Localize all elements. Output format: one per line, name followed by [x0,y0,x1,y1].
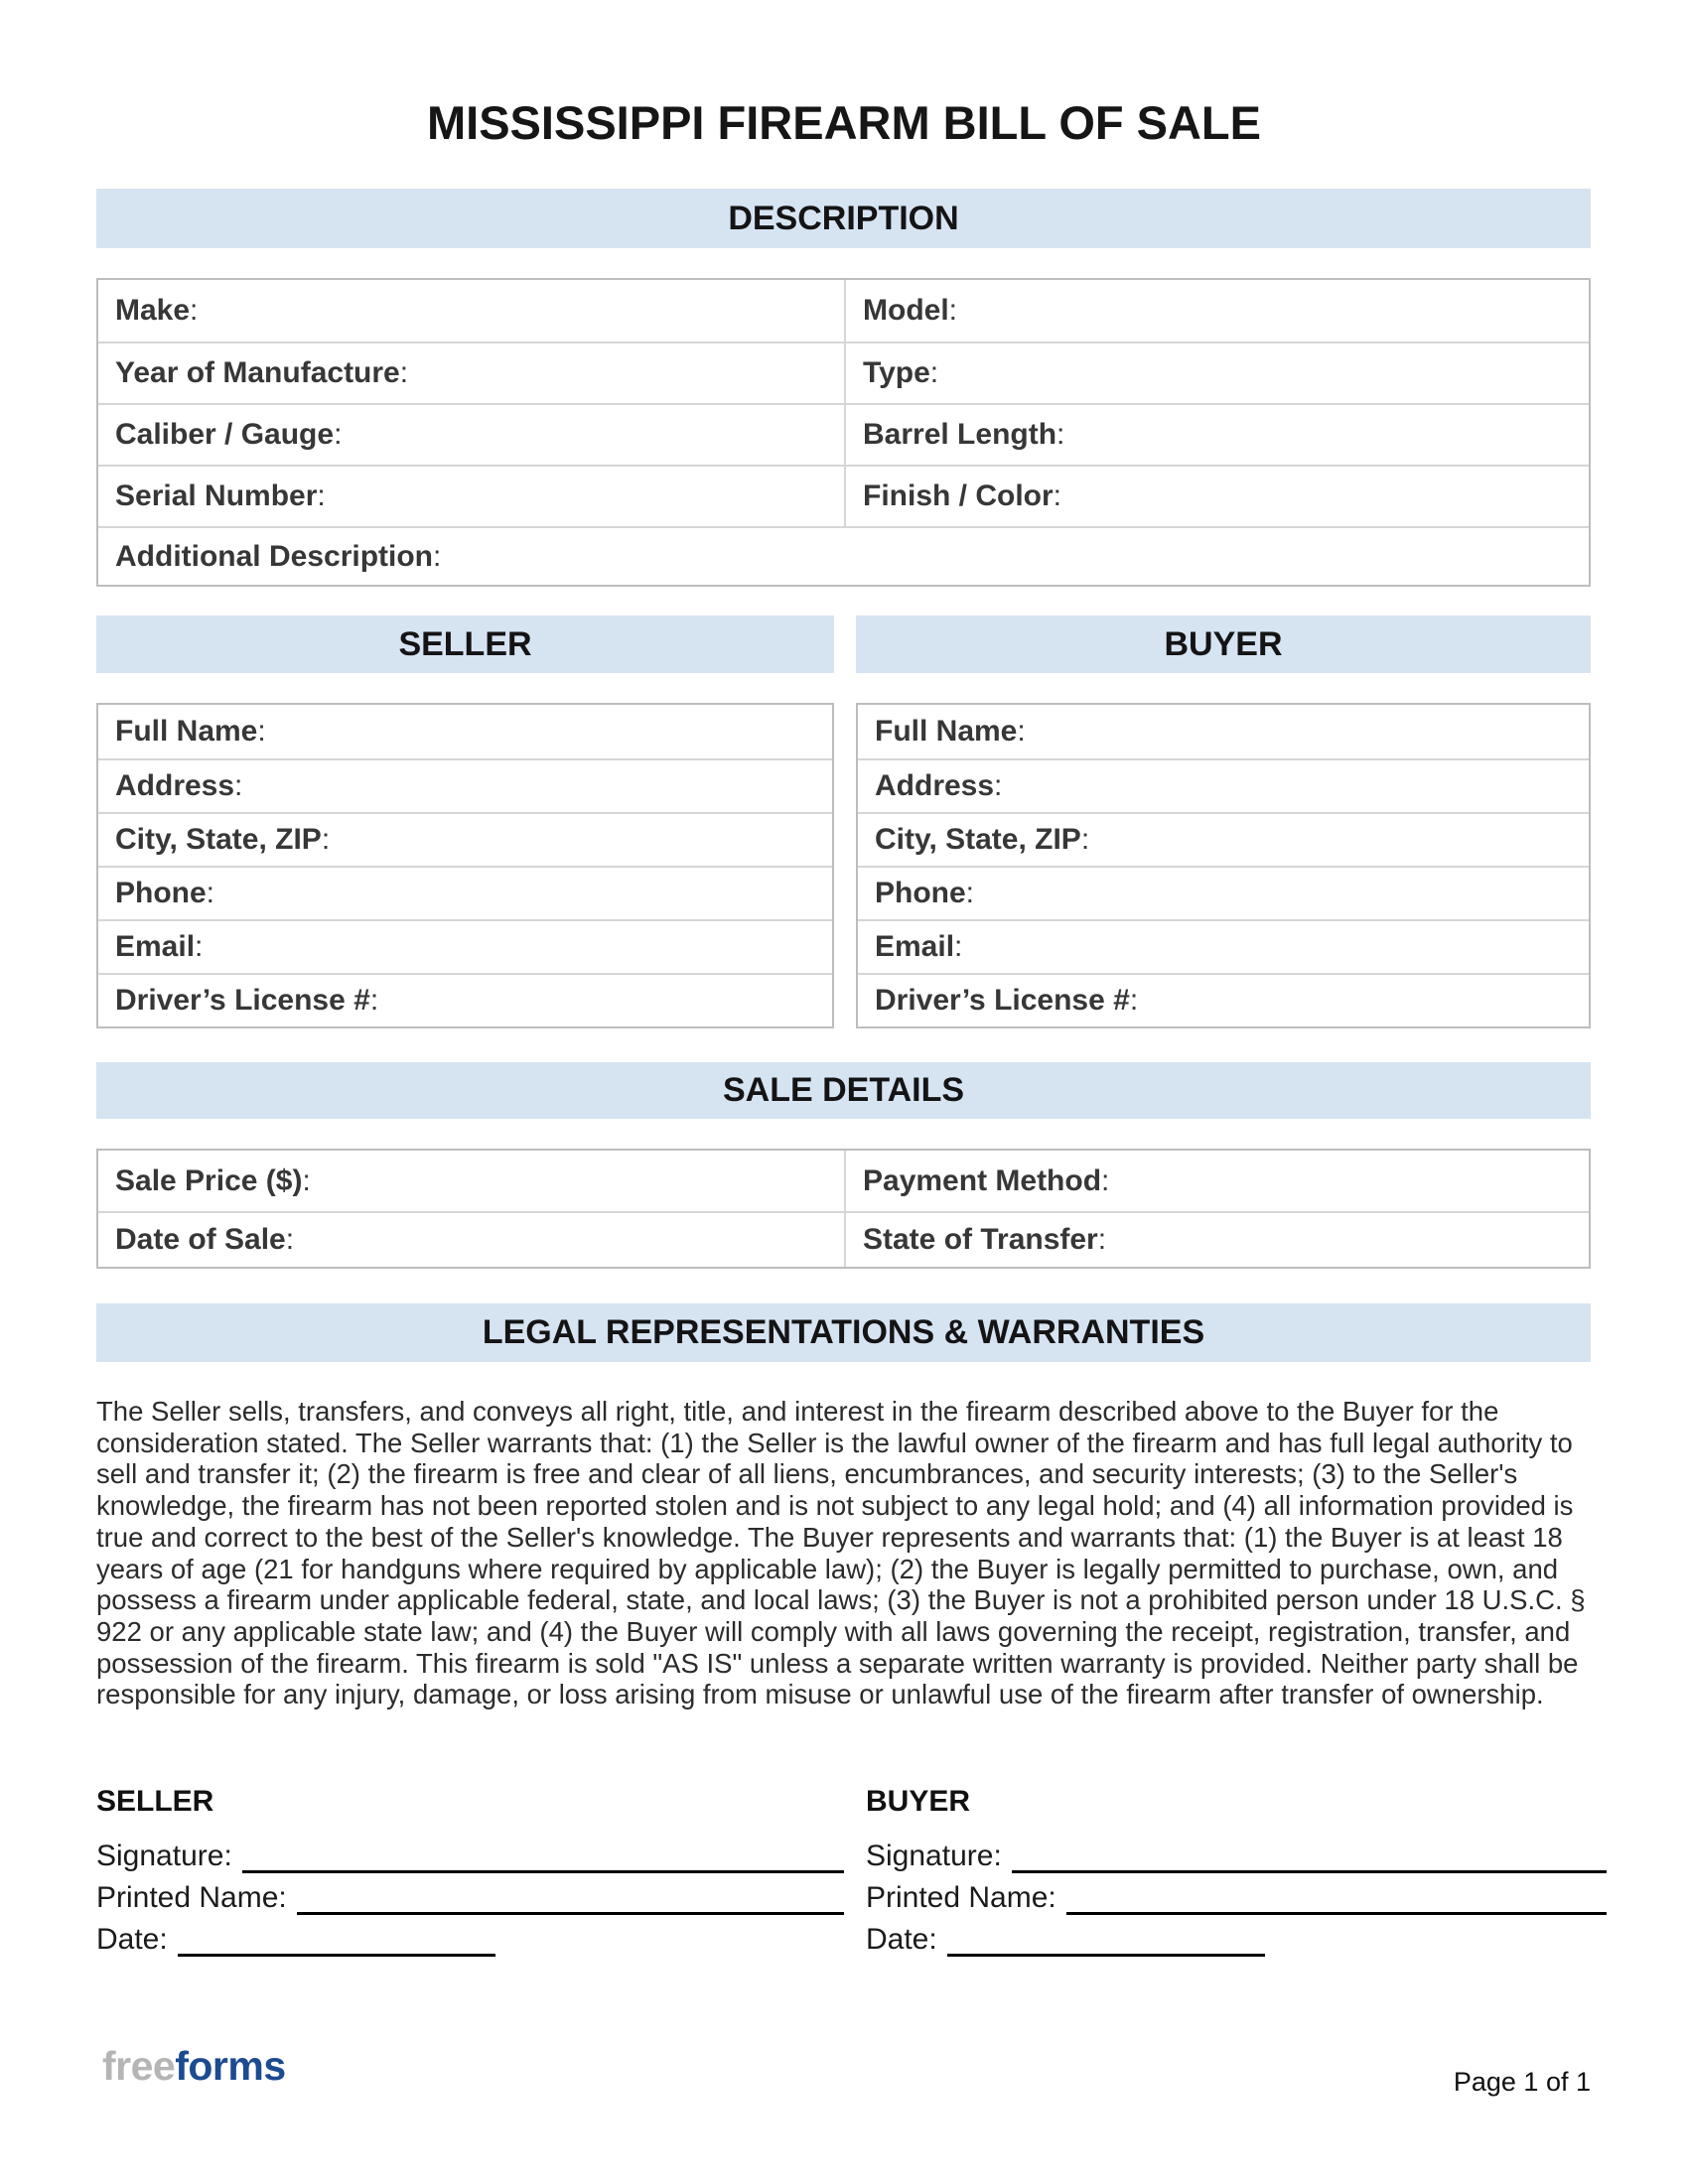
desc-label-caliber: Caliber / Gauge [115,418,335,451]
logo-free-text: free [102,2043,176,2089]
sale-cell-price [98,1151,844,1211]
buyer-printed-name-row [866,1881,1607,1915]
colon: : [302,1163,311,1197]
seller-cell-email [98,919,832,973]
seller-cell-full-name [98,705,832,758]
page-title: MISSISSIPPI FIREARM BILL OF SALE [427,96,1261,149]
colon: : [190,294,199,327]
seller-label-phone: Phone [115,877,207,909]
section-header-legal: LEGAL REPRESENTATIONS & WARRANTIES [96,1303,1591,1362]
colon: : [278,1881,287,1914]
colon: : [234,769,243,802]
colon: : [1048,1881,1056,1914]
buyer-signature-block [866,1840,1607,1968]
sale-label-date: Date of Sale [115,1223,286,1256]
colon: : [1056,418,1065,451]
section-header-buyer: BUYER [856,615,1591,673]
desc-cell-finish [844,465,1589,526]
desc-label-barrel: Barrel Length [863,418,1057,451]
desc-label-finish: Finish / Color [863,479,1054,512]
colon: : [195,930,204,963]
desc-cell-barrel [844,403,1589,465]
buyer-signature-line [1012,1847,1607,1873]
buyer-date-line [947,1931,1265,1957]
colon: : [369,984,379,1017]
seller-signature-line [242,1847,844,1873]
colon: : [1017,715,1026,748]
legal-paragraph: The Seller sells, transfers, and conveys all right, title, and interest in the firearm described above to the Buyer for the consideration stated. The Seller warrants that: (1) the Seller is the lawful owner of the firearm and has full legal authority to sell and transfer it; (2) the firearm is free and clear of all liens, encumbrances, and security interests; (3) to the Seller's knowledge, the firearm has not been reported stolen and is not subject to any legal hold; and (4) all information provided is true and correct to the best of the Seller's knowledge. The Buyer represents and warrants that: (1) the Buyer is at least 18 years of age (21 for handguns where required by applicable law); (2) the Buyer is legally permitted to purchase, own, and possess a firearm under applicable federal, state, and local laws; (3) the Buyer is not a prohibited person under 18 U.S.C. § 922 or any applicable state law; and (4) the Buyer will comply with all laws governing the receipt, registration, transfer, and possession of the firearm. This firearm is sold "AS IS" unless a separate written warranty is provided. Neither party shall be responsible for any injury, damage, or loss arising from misuse or unlawful use of the firearm after transfer of ownership. [96,1396,1586,1710]
buyer-label-phone: Phone [875,877,966,909]
colon: : [993,1840,1002,1872]
seller-date-row [96,1923,844,1957]
desc-cell-year [98,341,844,403]
seller-label-full-name: Full Name [115,715,258,748]
seller-printed-name-line [297,1889,844,1915]
description-table [96,278,1591,587]
colon: : [257,715,266,748]
seller-date-label: Date: [96,1923,168,1956]
colon: : [321,823,331,856]
buyer-printed-name-label: Printed Name: [866,1881,1056,1914]
colon: : [965,877,975,909]
colon: : [399,356,409,389]
section-header-description: DESCRIPTION [96,189,1591,248]
desc-cell-additional [98,526,1589,585]
buyer-signature-label: Signature: [866,1840,1002,1872]
section-header-sale-details: SALE DETAILS [96,1062,1591,1119]
seller-date-line [178,1931,495,1957]
buyer-printed-name-line [1066,1889,1607,1915]
desc-cell-type [844,341,1589,403]
desc-cell-make [98,280,844,341]
buyer-cell-address [858,758,1589,812]
colon: : [159,1923,168,1956]
colon: : [994,769,1003,802]
sale-label-state-of-transfer: State of Transfer [863,1223,1098,1256]
seller-signature-block [96,1840,844,1968]
seller-cell-drivers-license [98,973,832,1026]
sale-cell-date [98,1211,844,1267]
colon: : [948,294,958,327]
colon: : [954,930,963,963]
seller-table [96,703,834,1028]
colon: : [223,1840,232,1872]
section-header-seller: SELLER [96,615,834,673]
colon: : [1101,1163,1110,1197]
desc-cell-serial [98,465,844,526]
colon: : [928,1923,937,1956]
desc-label-year: Year of Manufacture [115,356,400,389]
colon: : [929,356,939,389]
logo-forms-text: forms [175,2043,286,2089]
seller-printed-name-label: Printed Name: [96,1881,287,1914]
seller-signature-row [96,1840,844,1873]
buyer-label-address: Address [875,769,995,802]
seller-label-address: Address [115,769,235,802]
sale-cell-payment-method [844,1151,1589,1211]
buyer-label-full-name: Full Name [875,715,1018,748]
sale-details-table [96,1149,1591,1269]
colon: : [317,479,326,512]
page-number: Page 1 of 1 [1453,2067,1591,2097]
seller-label-city-state-zip: City, State, ZIP [115,823,322,856]
buyer-date-label: Date: [866,1923,937,1956]
signature-heading-seller: SELLER [96,1785,214,1818]
seller-printed-name-row [96,1881,844,1915]
buyer-label-email: Email [875,930,955,963]
buyer-cell-phone [858,866,1589,919]
signature-heading-buyer: BUYER [866,1785,971,1818]
desc-label-model: Model [863,294,949,327]
desc-label-make: Make [115,294,191,327]
desc-cell-model [844,280,1589,341]
seller-cell-phone [98,866,832,919]
colon: : [1129,984,1139,1017]
colon: : [1097,1223,1107,1256]
sale-cell-state-of-transfer [844,1211,1589,1267]
colon: : [1080,823,1090,856]
buyer-date-row [866,1923,1607,1957]
buyer-cell-full-name [858,705,1589,758]
colon: : [334,418,343,451]
seller-cell-address [98,758,832,812]
buyer-cell-drivers-license [858,973,1589,1026]
seller-label-drivers-license: Driver’s License # [115,984,370,1017]
buyer-label-city-state-zip: City, State, ZIP [875,823,1081,856]
buyer-signature-row [866,1840,1607,1873]
freeforms-logo [102,2043,286,2090]
sale-label-payment-method: Payment Method [863,1163,1102,1197]
colon: : [433,539,442,573]
seller-label-email: Email [115,930,196,963]
colon: : [206,877,215,909]
buyer-label-drivers-license: Driver’s License # [875,984,1130,1017]
seller-cell-city-state-zip [98,812,832,866]
colon: : [285,1223,295,1256]
colon: : [1053,479,1062,512]
sale-label-price: Sale Price ($) [115,1163,303,1197]
buyer-table [856,703,1591,1028]
buyer-cell-email [858,919,1589,973]
desc-label-serial: Serial Number [115,479,318,512]
desc-label-type: Type [863,356,930,389]
buyer-cell-city-state-zip [858,812,1589,866]
desc-cell-caliber [98,403,844,465]
seller-signature-label: Signature: [96,1840,232,1872]
desc-label-additional: Additional Description [115,539,434,573]
